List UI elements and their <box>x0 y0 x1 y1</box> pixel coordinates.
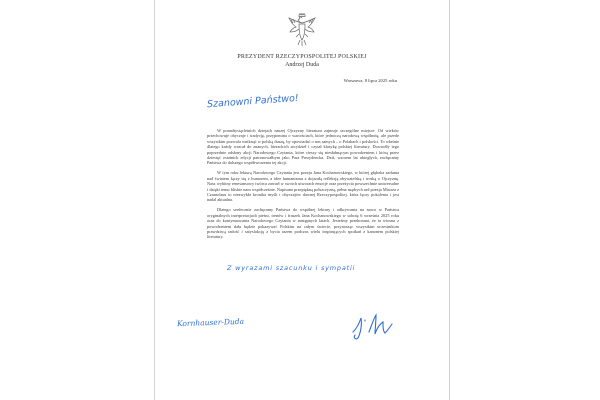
body-paragraph: W tym roku lekturą Narodowego Czytania jest poezja Jana Kochanowskiego, w której głęboka zaduma nad światem łączy się z humorem, a idee humanizmu z dojrzałą refleksją obywatelską i troską o Ojczyznę. Nasz wybitny renesansowy twórca zawarł w swoich utworach emocje oraz przeżycia powszechnie uniwersalne i dzięki temu bliskie nam współcześnie. Napisana przepiękną polszczyzną, pełna mądrych rad poezja Mistrza z Czarnolasu to niezwykła kronika myśli i obyczajów dawnej Rzeczypospolitej, która łączy pokolenia i jest nadal aktualna. <box>207 170 399 203</box>
body-paragraph: Dlatego serdecznie zachęcamy Państwa do wspólnej lektury i odkrywania na nowo w Państwa oryginalnych interpretacjach pieśni, trenów i fraszek Jana Kochanowskiego w sobotę 6 września 2025 roku oraz do kontynuowania Narodowego Czytania w następnych latach. Jesteśmy przekonani, że ta wiosna z powodzeniem dała będzie pokazywać Polskim na całym świecie, przynosząc wszystkim uczestnikom prawdziwą radość i satysfakcję z bycia razem podczas wielu inspirujących spotkań z kanonem polskiej literatury. <box>207 207 399 240</box>
handwritten-closing: Z wyrazami szacunku i sympatii <box>227 264 356 272</box>
letter-body <box>207 128 399 244</box>
letter-date: Warszawa, 8 lipca 2025 roku <box>343 78 397 83</box>
handwritten-salutation: Szanowni Państwo! <box>206 92 300 111</box>
letterhead-name: Andrzej Duda <box>285 62 319 68</box>
body-paragraph: W ponadtysiącletnich dziejach naszej Ojczyzny literatura zajmuje szczególne miejsce. Od wieków przechowuje obyczaje i tradycję, przypomina o wartościach, które jednoczą narodową wspólnotę, ale przede wszystkim pozwala wniknąć w polską duszę, by opowiadać o nas samych – o Polakach i polskości. To właśnie dlatego każdy wracał do znanych, literackich arcydzieł i czytał klasykę polskiej literatury. Dowiodły tego poprzednie odsłony akcji Narodowego Czytania, które cieszy się niesłabnącym powodzeniem i którą przez dziesięć ostatnich edycji patronowałbym jako Para Prezydencka. Dziś, wzorem lat ubiegłych, zachęcamy Państwa do dalszego współtworzenia tej akcji. <box>207 128 399 166</box>
polish-eagle-emblem-icon <box>287 12 317 48</box>
letterhead-title: PREZYDENT RZECZYPOSPOLITEJ POLSKIEJ <box>237 54 367 60</box>
letter-page <box>154 0 450 400</box>
signature-left: Kornhauser-Duda <box>176 316 245 329</box>
signature-right-icon <box>347 312 395 340</box>
